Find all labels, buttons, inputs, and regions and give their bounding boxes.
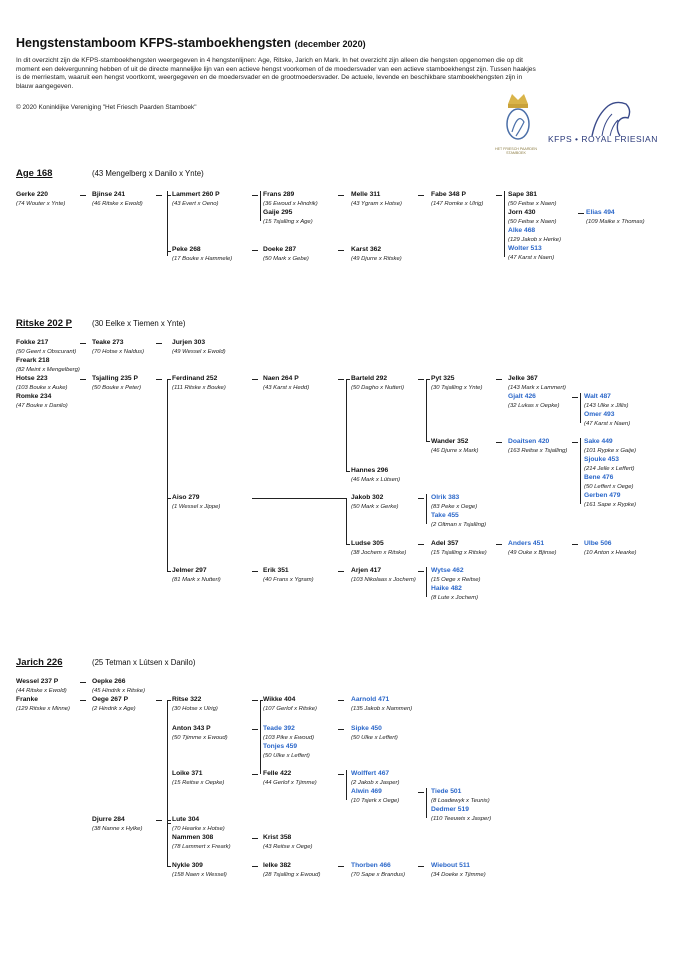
horse-pedigree: (70 Sape x Brandus) xyxy=(351,872,406,878)
horse-name: Doeke 287 xyxy=(263,246,297,253)
horse-pedigree: (15 Tsjalling x Ritske) xyxy=(431,550,487,556)
section-sub-age: (43 Mengelberg x Danilo x Ynte) xyxy=(92,169,204,178)
horse-name-active: Sipke 450 xyxy=(351,725,382,732)
horse-pedigree: (49 Wessel x Ewold) xyxy=(172,349,226,355)
horse-pedigree: (2 Oltman x Tsjalling) xyxy=(431,522,487,528)
horse-name: Fabe 348 P xyxy=(431,191,466,198)
horse-pedigree: (50 Feitse x Naen) xyxy=(508,201,557,207)
horse-pedigree: (50 Geert x Obscurant) xyxy=(16,349,77,355)
horse-name-active: Tonjes 459 xyxy=(263,743,298,750)
section-title-ritske: Ritske 202 P xyxy=(16,318,72,329)
horse-name-active: Aarnold 471 xyxy=(351,696,390,703)
horse-name-active: Anders 451 xyxy=(508,540,545,547)
horse-name: Arjen 417 xyxy=(351,567,382,574)
horse-pedigree: (30 Hotse x Ulrig) xyxy=(172,706,218,712)
horse-name-active: Omer 493 xyxy=(584,411,615,418)
horse-name: Karst 362 xyxy=(351,246,382,253)
horse-name-active: Alke 468 xyxy=(508,227,536,234)
horse-pedigree: (46 Ritske x Ewold) xyxy=(92,201,143,207)
horse-pedigree: (83 Peke x Oege) xyxy=(431,504,478,510)
horse-name: Barteld 292 xyxy=(351,375,388,382)
horse-name: Lammert 260 P xyxy=(172,191,220,198)
horse-pedigree: (50 Bouke x Peter) xyxy=(92,385,142,391)
horse-name: Oege 267 P xyxy=(92,696,129,703)
horse-pedigree: (49 Djurre x Ritske) xyxy=(351,256,402,262)
horse-name-active: Wytse 462 xyxy=(431,567,464,574)
section-sub-jarich: (25 Tetman x Lútsen x Danilo) xyxy=(92,658,196,667)
horse-pedigree: (111 Ritske x Bouke) xyxy=(172,385,226,391)
horse-pedigree: (10 Anton x Hearke) xyxy=(584,550,637,556)
horse-pedigree: (107 Gerlof x Ritske) xyxy=(263,706,318,712)
horse-name-active: Gjalt 426 xyxy=(508,393,536,400)
horse-name: Wikke 404 xyxy=(263,696,296,703)
copyright: © 2020 Koninklijke Vereniging "Het Friesch Paarden Stamboek" xyxy=(16,104,197,111)
horse-name: Adel 357 xyxy=(431,540,459,547)
horse-pedigree: (109 Maike x Thomas) xyxy=(586,219,645,225)
horse-pedigree: (2 Hindrik x Age) xyxy=(92,706,136,712)
horse-pedigree: (47 Bouke x Danilo) xyxy=(16,403,68,409)
horse-name: Sape 381 xyxy=(508,191,537,198)
horse-name-active: Tiede 501 xyxy=(431,788,462,795)
horse-name: Pyt 325 xyxy=(431,375,455,382)
horse-name: Wessel 237 P xyxy=(16,678,59,685)
horse-pedigree: (36 Ewoud x Hindrik) xyxy=(263,201,318,207)
horse-pedigree: (44 Ritske x Ewold) xyxy=(16,688,67,694)
horse-pedigree: (46 Djurre x Mark) xyxy=(431,448,479,454)
horse-name: Jorn 430 xyxy=(508,209,536,216)
horse-pedigree: (17 Bouke x Hammele) xyxy=(172,256,233,262)
horse-pedigree: (49 Ouke x Bjinse) xyxy=(508,550,557,556)
horse-name-active: Gerben 479 xyxy=(584,492,621,499)
horse-name-active: Wiebout 511 xyxy=(431,862,470,869)
horse-name: Hannes 296 xyxy=(351,467,389,474)
title-date: (december 2020) xyxy=(294,39,366,49)
section-title-jarich: Jarich 226 xyxy=(16,657,63,668)
kfps-logo-text: KFPS • ROYAL FRIESIAN xyxy=(548,134,658,144)
horse-name-active: Bene 476 xyxy=(584,474,614,481)
horse-name: Melle 311 xyxy=(351,191,381,198)
horse-pedigree: (50 Dagho x Nutteri) xyxy=(351,385,405,391)
section-sub-ritske: (30 Eelke x Tiemen x Ynte) xyxy=(92,319,186,328)
horse-pedigree: (32 Lukas x Oepke) xyxy=(508,403,560,409)
horse-name: Jakob 302 xyxy=(351,494,384,501)
horse-pedigree: (15 Reitse x Oepke) xyxy=(172,780,225,786)
horse-name: Frans 289 xyxy=(263,191,295,198)
horse-pedigree: (158 Naen x Wessel) xyxy=(172,872,227,878)
horse-name-active: Wolffert 467 xyxy=(351,770,390,777)
horse-pedigree: (40 Frans x Ygram) xyxy=(263,577,314,583)
horse-pedigree: (34 Doeke x Tjimme) xyxy=(431,872,486,878)
horse-name-active: Teade 392 xyxy=(263,725,295,732)
horse-name: Fokke 217 xyxy=(16,339,49,346)
horse-pedigree: (135 Jakob x Nammen) xyxy=(351,706,413,712)
horse-name: Romke 234 xyxy=(16,393,52,400)
horse-pedigree: (214 Jelle x Leffert) xyxy=(584,466,635,472)
horse-name-active: Elias 494 xyxy=(586,209,615,216)
horse-pedigree: (101 Rypke x Gaije) xyxy=(584,448,637,454)
horse-pedigree: (43 Karst x Hedd) xyxy=(263,385,310,391)
horse-name: Ritse 322 xyxy=(172,696,202,703)
horse-pedigree: (103 Nikolaas x Jochem) xyxy=(351,577,416,583)
horse-name: Teake 273 xyxy=(92,339,124,346)
horse-name: Jurjen 303 xyxy=(172,339,206,346)
horse-name: Ludse 305 xyxy=(351,540,384,547)
intro-text: In dit overzicht zijn de KFPS-stamboekhengsten weergegeven in 4 hengstenlijnen: Age, Ritske, Jarich en Mark. In het overzicht zijn alleen die hengsten opgenomen die op dit moment een dekvergunning hebben of uit de directe mannelijke lijn van een actieve hengst voorkomen of de moedersvader van een actieve stamboekhengst zijn. Tussen haakjes is de merriestam, waaruit een hengst voortkomt, weergegeven en de moedersvader en de grootmoedersvader. De actuele, levende en beschikbare stamboekhengsten zijn in blauw aangegeven. xyxy=(16,57,536,90)
horse-name: Djurre 284 xyxy=(92,816,125,823)
horse-name: Nammen 308 xyxy=(172,834,214,841)
page-title xyxy=(16,36,366,50)
horse-pedigree: (50 Ulke x Leffert) xyxy=(263,753,310,759)
horse-name-active: Alwin 469 xyxy=(351,788,382,795)
horse-name: Bjinse 241 xyxy=(92,191,126,198)
horse-pedigree: (47 Karst x Naen) xyxy=(508,255,555,261)
horse-name-active: Dedmer 519 xyxy=(431,806,469,813)
horse-name: Gerke 220 xyxy=(16,191,48,198)
horse-pedigree: (43 Reitse x Oege) xyxy=(263,844,313,850)
horse-pedigree: (8 Loadewyk x Teunis) xyxy=(431,798,490,804)
horse-pedigree: (15 Tsjalling x Age) xyxy=(263,219,313,225)
horse-name: Tsjalling 235 P xyxy=(92,375,138,382)
horse-pedigree: (143 Ulke x Jillis) xyxy=(584,403,629,409)
horse-pedigree: (70 Hearke x Hotse) xyxy=(172,826,225,832)
horse-name: Loike 371 xyxy=(172,770,203,777)
horse-pedigree: (78 Lammert x Freark) xyxy=(172,844,231,850)
horse-name: Aiso 279 xyxy=(172,494,200,501)
horse-name-active: Ulbe 506 xyxy=(584,540,612,547)
horse-name: Lute 304 xyxy=(172,816,200,823)
horse-pedigree: (38 Nanne x Hylke) xyxy=(92,826,143,832)
horse-name: Hotse 223 xyxy=(16,375,48,382)
horse-pedigree: (47 Karst x Naen) xyxy=(584,421,631,427)
horse-pedigree: (15 Oege x Reitse) xyxy=(431,577,481,583)
horse-pedigree: (43 Ygram x Hotse) xyxy=(351,201,402,207)
horse-pedigree: (143 Mark x Lammert) xyxy=(508,385,566,391)
horse-pedigree: (70 Hotse x Naldus) xyxy=(92,349,145,355)
horse-name-active: Sjouke 453 xyxy=(584,456,619,463)
horse-name: Oepke 266 xyxy=(92,678,126,685)
horse-name: Franke xyxy=(16,696,38,703)
horse-pedigree: (147 Romke x Ulrig) xyxy=(431,201,484,207)
horse-pedigree: (74 Wouter x Ynte) xyxy=(16,201,66,207)
horse-name: Peke 268 xyxy=(172,246,201,253)
crown-logo-icon xyxy=(498,90,538,154)
horse-pedigree: (50 Ulke x Leffert) xyxy=(351,735,398,741)
horse-name-active: Haike 482 xyxy=(431,585,462,592)
horse-name-active: Doaitsen 420 xyxy=(508,438,550,445)
horse-pedigree: (50 Mark x Gebe) xyxy=(263,256,309,262)
horse-name: Jelke 367 xyxy=(508,375,538,382)
horse-pedigree: (163 Reitse x Tsjalling) xyxy=(508,448,568,454)
horse-pedigree: (50 Tjimme x Ewoud) xyxy=(172,735,228,741)
horse-pedigree: (129 Ritske x Minne) xyxy=(16,706,71,712)
horse-name: Wander 352 xyxy=(431,438,469,445)
horse-pedigree: (10 Tsjerk x Oege) xyxy=(351,798,400,804)
horse-name: Erik 351 xyxy=(263,567,289,574)
horse-pedigree: (129 Jakob x Herke) xyxy=(508,237,562,243)
horse-pedigree: (81 Mark x Nutteri) xyxy=(172,577,221,583)
horse-name: Naen 264 P xyxy=(263,375,299,382)
horse-pedigree: (50 Feitse x Naen) xyxy=(508,219,557,225)
horse-name-active: Thorben 466 xyxy=(351,862,391,869)
horse-pedigree: (2 Jakob x Jasper) xyxy=(351,780,400,786)
horse-name-active: Take 455 xyxy=(431,512,459,519)
horse-pedigree: (50 Leffert x Oege) xyxy=(584,484,634,490)
horse-pedigree: (45 Hindrik x Ritske) xyxy=(92,688,146,694)
horse-pedigree: (1 Wessel x Jippe) xyxy=(172,504,221,510)
horse-name: Anton 343 P xyxy=(172,725,211,732)
horse-pedigree: (46 Mark x Lútsen) xyxy=(351,477,401,483)
horse-pedigree: (161 Sape x Rypke) xyxy=(584,502,637,508)
horse-name-active: Sake 449 xyxy=(584,438,613,445)
horse-pedigree: (110 Teeuwis x Jasper) xyxy=(431,816,492,822)
horse-pedigree: (28 Tsjalling x Ewoud) xyxy=(263,872,321,878)
title-text: Hengstenstamboom KFPS-stamboekhengsten xyxy=(16,36,292,50)
horse-name-active: Olrik 383 xyxy=(431,494,460,501)
horse-name-active: Walt 487 xyxy=(584,393,611,400)
horse-pedigree: (103 Pike x Ewoud) xyxy=(263,735,315,741)
section-title-age: Age 168 xyxy=(16,168,53,179)
horse-pedigree: (30 Tsjalling x Ynte) xyxy=(431,385,483,391)
horse-name: Gaije 295 xyxy=(263,209,293,216)
horse-pedigree: (50 Mark x Gerke) xyxy=(351,504,399,510)
horse-pedigree: (38 Jochem x Ritske) xyxy=(351,550,407,556)
horse-name: Ielke 382 xyxy=(263,862,291,869)
horse-pedigree: (44 Gerlof x Tjimme) xyxy=(263,780,317,786)
horse-pedigree: (103 Bouke x Auke) xyxy=(16,385,68,391)
horse-pedigree: (8 Lute x Jochem) xyxy=(431,595,479,601)
horse-name: Nykle 309 xyxy=(172,862,203,869)
horse-name-active: Wolter 513 xyxy=(508,245,542,252)
horse-name: Jelmer 297 xyxy=(172,567,207,574)
horse-name: Felle 422 xyxy=(263,770,292,777)
horse-name: Freark 218 xyxy=(16,357,50,364)
horse-name: Krist 358 xyxy=(263,834,292,841)
horse-name: Ferdinand 252 xyxy=(172,375,218,382)
horse-pedigree: (82 Meint x Mengelberg) xyxy=(16,367,80,373)
crown-logo-text: HET FRIESCH PAARDEN STAMBOEK xyxy=(495,147,537,155)
horse-pedigree: (43 Evert x Oeno) xyxy=(172,201,219,207)
